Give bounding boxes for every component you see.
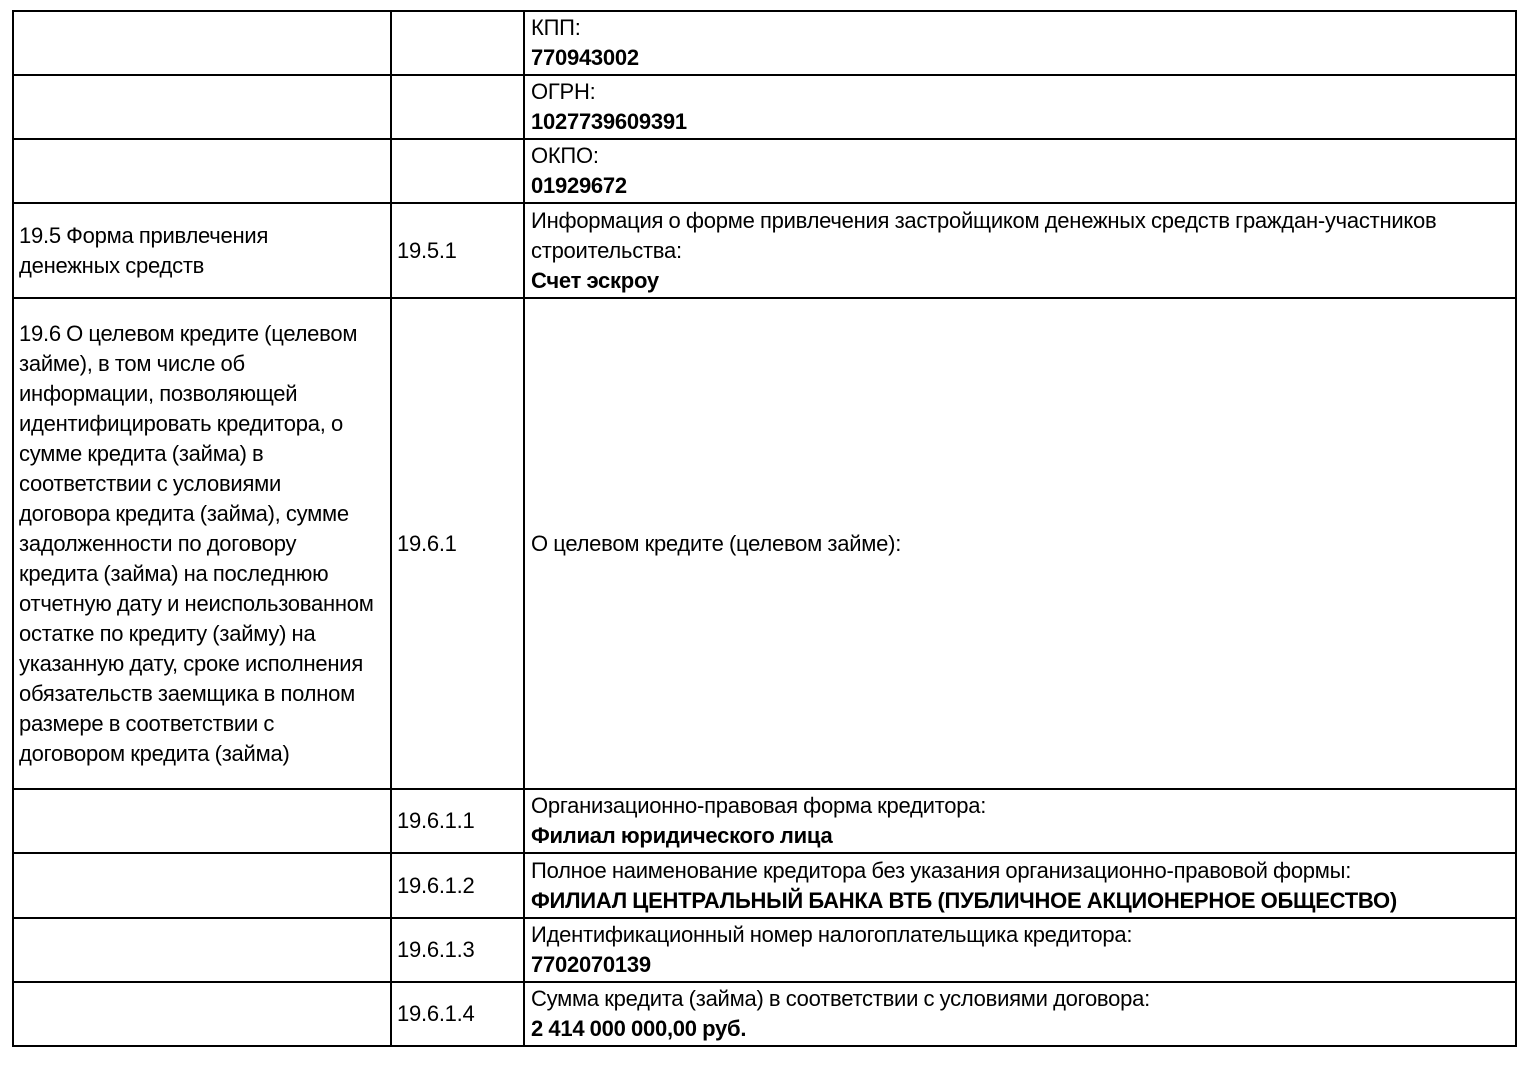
clause-number-cell <box>391 75 524 139</box>
content-cell <box>524 203 1516 298</box>
section-title-cell <box>13 789 391 853</box>
section-title-cell <box>13 298 391 789</box>
content-value: 770943002 <box>531 45 639 70</box>
content-label: Организационно-правовая форма кредитора: <box>531 793 987 818</box>
table-row <box>13 789 1516 853</box>
section-title-text: 19.5 Форма привлечения денежных средств <box>19 222 269 278</box>
table-row <box>13 853 1516 918</box>
content-cell <box>524 11 1516 75</box>
content-cell <box>524 139 1516 203</box>
table-row <box>13 11 1516 75</box>
content-label: ОКПО: <box>531 143 599 168</box>
clause-number-cell <box>391 139 524 203</box>
content-value: ФИЛИАЛ ЦЕНТРАЛЬНЫЙ БАНКА ВТБ (ПУБЛИЧНОЕ АКЦИОНЕРНОЕ ОБЩЕСТВО) <box>531 887 1397 913</box>
clause-number: 19.6.1 <box>397 530 457 556</box>
content-cell <box>524 853 1516 918</box>
table-row <box>13 139 1516 203</box>
section-title-cell <box>13 203 391 298</box>
content-value: 7702070139 <box>531 952 651 977</box>
content-label: КПП: <box>531 15 581 40</box>
content-value: 2 414 000 000,00 руб. <box>531 1016 747 1041</box>
content-value: Счет эскроу <box>531 267 659 293</box>
clause-number: 19.6.1.3 <box>397 937 475 962</box>
content-label: Сумма кредита (займа) в соответствии с условиями договора: <box>531 986 1150 1011</box>
content-cell <box>524 789 1516 853</box>
table-row <box>13 75 1516 139</box>
content-label: Идентификационный номер налогоплательщика кредитора: <box>531 922 1133 947</box>
section-title-text: 19.6 О целевом кредите (целевом займе), в том числе об информации, позволяющей идентифицировать кредитора, о сумме кредита (займа) в соответствии с условиями договора кредита (займа), сумме задолженности по договору кредита (займа) на последнюю отчетную дату и неиспользованном остатке по кредиту (займу) на указанную дату, сроке исполнения обязательств заемщика в полном размере в соответствии с договором кредита (займа) <box>19 320 374 766</box>
clause-number: 19.6.1.4 <box>397 1001 475 1026</box>
section-title-cell <box>13 982 391 1046</box>
content-cell <box>524 75 1516 139</box>
table-body <box>13 11 1516 1046</box>
table-row <box>13 298 1516 789</box>
clause-number: 19.6.1.2 <box>397 872 475 898</box>
content-cell <box>524 918 1516 982</box>
section-title-cell <box>13 918 391 982</box>
content-value: 1027739609391 <box>531 109 687 134</box>
clause-number-cell <box>391 11 524 75</box>
table-row <box>13 982 1516 1046</box>
clause-number: 19.5.1 <box>397 237 457 263</box>
table-row <box>13 918 1516 982</box>
clause-number-cell <box>391 982 524 1046</box>
content-label: Информация о форме привлечения застройщиком денежных средств граждан-участников строительства: <box>531 207 1437 263</box>
section-title-cell <box>13 11 391 75</box>
section-title-cell <box>13 75 391 139</box>
clause-number-cell <box>391 203 524 298</box>
content-label: ОГРН: <box>531 79 596 104</box>
clause-number-cell <box>391 918 524 982</box>
content-cell <box>524 982 1516 1046</box>
clause-number-cell <box>391 298 524 789</box>
content-label: О целевом кредите (целевом займе): <box>531 530 902 556</box>
section-title-cell <box>13 139 391 203</box>
clause-number: 19.6.1.1 <box>397 808 475 833</box>
section-title-cell <box>13 853 391 918</box>
content-value: 01929672 <box>531 173 627 198</box>
clause-number-cell <box>391 853 524 918</box>
content-label: Полное наименование кредитора без указания организационно-правовой формы: <box>531 857 1352 883</box>
content-value: Филиал юридического лица <box>531 823 833 848</box>
content-cell <box>524 298 1516 789</box>
project-declaration-table <box>12 10 1517 1047</box>
clause-number-cell <box>391 789 524 853</box>
table-row <box>13 203 1516 298</box>
